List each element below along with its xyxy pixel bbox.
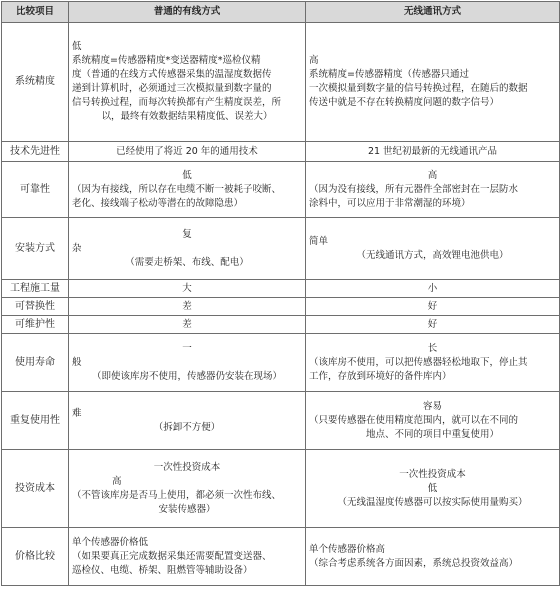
wired-cell — [69, 450, 306, 528]
row-label: 重复使用性 — [2, 392, 69, 450]
row-label: 可靠性 — [2, 162, 69, 218]
table-row — [2, 162, 560, 218]
header-item: 比较项目 — [2, 2, 69, 23]
cell-line: （无线通讯方式，高效锂电池供电） — [356, 249, 509, 261]
cell-line: 一次模拟量到数字量的信号转换过程，在随后的数据 — [309, 83, 528, 94]
wired-cell — [69, 334, 306, 392]
wireless-cell: 好 — [306, 316, 560, 334]
wireless-cell: 小 — [306, 280, 560, 298]
row-label: 可替换性 — [2, 298, 69, 316]
row-label: 系统精度 — [2, 23, 69, 142]
cell-line: 长 — [427, 342, 438, 354]
cell-line: （因为没有接线，所有元器件全部密封在一层防水 — [309, 183, 519, 195]
wired-cell: 大 — [69, 280, 306, 298]
table-row — [2, 218, 560, 280]
wireless-cell — [306, 218, 560, 280]
cell-line: （即使该库房不使用，传感器仍安装在现场） — [91, 370, 282, 382]
cell-line: 高 — [112, 475, 122, 487]
table-row — [2, 142, 560, 162]
wired-cell — [69, 218, 306, 280]
cell-line: 低 — [182, 169, 192, 181]
wired-cell: 差 — [69, 316, 306, 334]
wired-cell: 差 — [69, 298, 306, 316]
cell-line: 复 — [182, 228, 192, 240]
cell-line: 高 — [427, 169, 438, 181]
row-label: 使用寿命 — [2, 334, 69, 392]
cell-line: 涂料中，可以应用于非常潮湿的环境） — [309, 197, 471, 209]
row-label: 技术先进性 — [2, 142, 69, 162]
cell-line: （只要传感器在使用精度范围内，就可以在不同的 — [309, 414, 519, 426]
wired-cell — [69, 23, 306, 142]
wired-cell — [69, 392, 306, 450]
cell-line: 以，最终有效数据结果精度低、误差大） — [101, 111, 273, 122]
cell-line: 度（普通的在线方式传感器采集的温湿度数据传 — [72, 69, 272, 80]
cell-line: 传送中就是不存在转换精度问题的数字信号） — [309, 97, 500, 108]
header-wired: 普通的有线方式 — [69, 2, 306, 23]
wireless-cell: 21 世纪初最新的无线通讯产品 — [306, 142, 560, 162]
cell-line: 般 — [72, 356, 82, 368]
cell-line: （拆卸不方便） — [153, 421, 221, 433]
wireless-cell: 好 — [306, 298, 560, 316]
cell-line: 单个传感器价格低 — [72, 536, 149, 548]
table-header-row — [2, 2, 560, 23]
table-row — [2, 23, 560, 142]
table-row — [2, 392, 560, 450]
cell-line: （因为有接线，所以存在电缆不断一被耗子咬断、 — [72, 183, 282, 195]
table-row — [2, 450, 560, 528]
table-row — [2, 298, 560, 316]
cell-line: （综合考虑系统各方面因素，系统总投资效益高） — [309, 557, 519, 569]
cell-line: 难 — [72, 407, 82, 419]
cell-line: 高 — [309, 55, 319, 66]
row-label: 安装方式 — [2, 218, 69, 280]
cell-line: 容易 — [422, 400, 442, 412]
table-row — [2, 334, 560, 392]
wireless-cell — [306, 450, 560, 528]
wireless-cell — [306, 334, 560, 392]
cell-line: 一 — [182, 342, 192, 354]
cell-line: 递到计算机时，必须通过三次模拟量到数字量的 — [72, 83, 272, 94]
cell-line: 简单 — [309, 235, 329, 247]
cell-line: （无线温湿度传感器可以按实际使用量购买） — [337, 496, 528, 508]
row-label: 价格比较 — [2, 528, 69, 586]
table-row — [2, 280, 560, 298]
cell-line: 巡检仪、电缆、桥架、阻燃管等辅助设备） — [72, 564, 253, 576]
cell-line: 单个传感器价格高 — [309, 543, 386, 555]
cell-line: 低 — [427, 482, 438, 494]
wired-cell: 已经使用了将近 20 年的通用技术 — [69, 142, 306, 162]
table-row — [2, 528, 560, 586]
cell-line: （如果要真正完成数据采集还需要配置变送器、 — [72, 550, 272, 562]
table-row — [2, 316, 560, 334]
row-label: 工程施工量 — [2, 280, 69, 298]
cell-line: 低 — [72, 41, 82, 52]
cell-line: 系统精度=传感器精度（传感器只通过 — [309, 69, 469, 80]
wireless-cell — [306, 162, 560, 218]
cell-line: 一次性投资成本 — [399, 468, 466, 480]
wireless-cell — [306, 23, 560, 142]
cell-line: 老化、接线端子松动等潜在的故障隐患） — [72, 197, 244, 209]
cell-line: 地点、不同的项目中重复使用） — [365, 428, 499, 440]
row-label: 可维护性 — [2, 316, 69, 334]
cell-line: 一次性投资成本 — [153, 461, 221, 473]
comparison-table — [1, 1, 560, 586]
cell-line: （该库房不使用，可以把传感器轻松地取下，停止其 — [309, 356, 528, 368]
cell-line: 安装传感器） — [158, 503, 216, 515]
wired-cell — [69, 162, 306, 218]
header-wireless: 无线通讯方式 — [306, 2, 560, 23]
cell-line: （不管该库房是否马上使用，都必须一次性布线、 — [72, 489, 282, 501]
row-label: 投资成本 — [2, 450, 69, 528]
cell-line: （需要走桥架、布线、配电） — [125, 256, 249, 268]
wired-cell — [69, 528, 306, 586]
wireless-cell — [306, 528, 560, 586]
cell-line: 信号转换过程，而每次转换都有产生精度误差，所 — [72, 97, 282, 108]
cell-line: 系统精度=传感器精度*变送器精度*巡检仪精 — [72, 55, 261, 66]
cell-line: 杂 — [72, 242, 82, 254]
cell-line: 工作，存放到环境好的备件库内） — [309, 370, 452, 382]
wireless-cell — [306, 392, 560, 450]
